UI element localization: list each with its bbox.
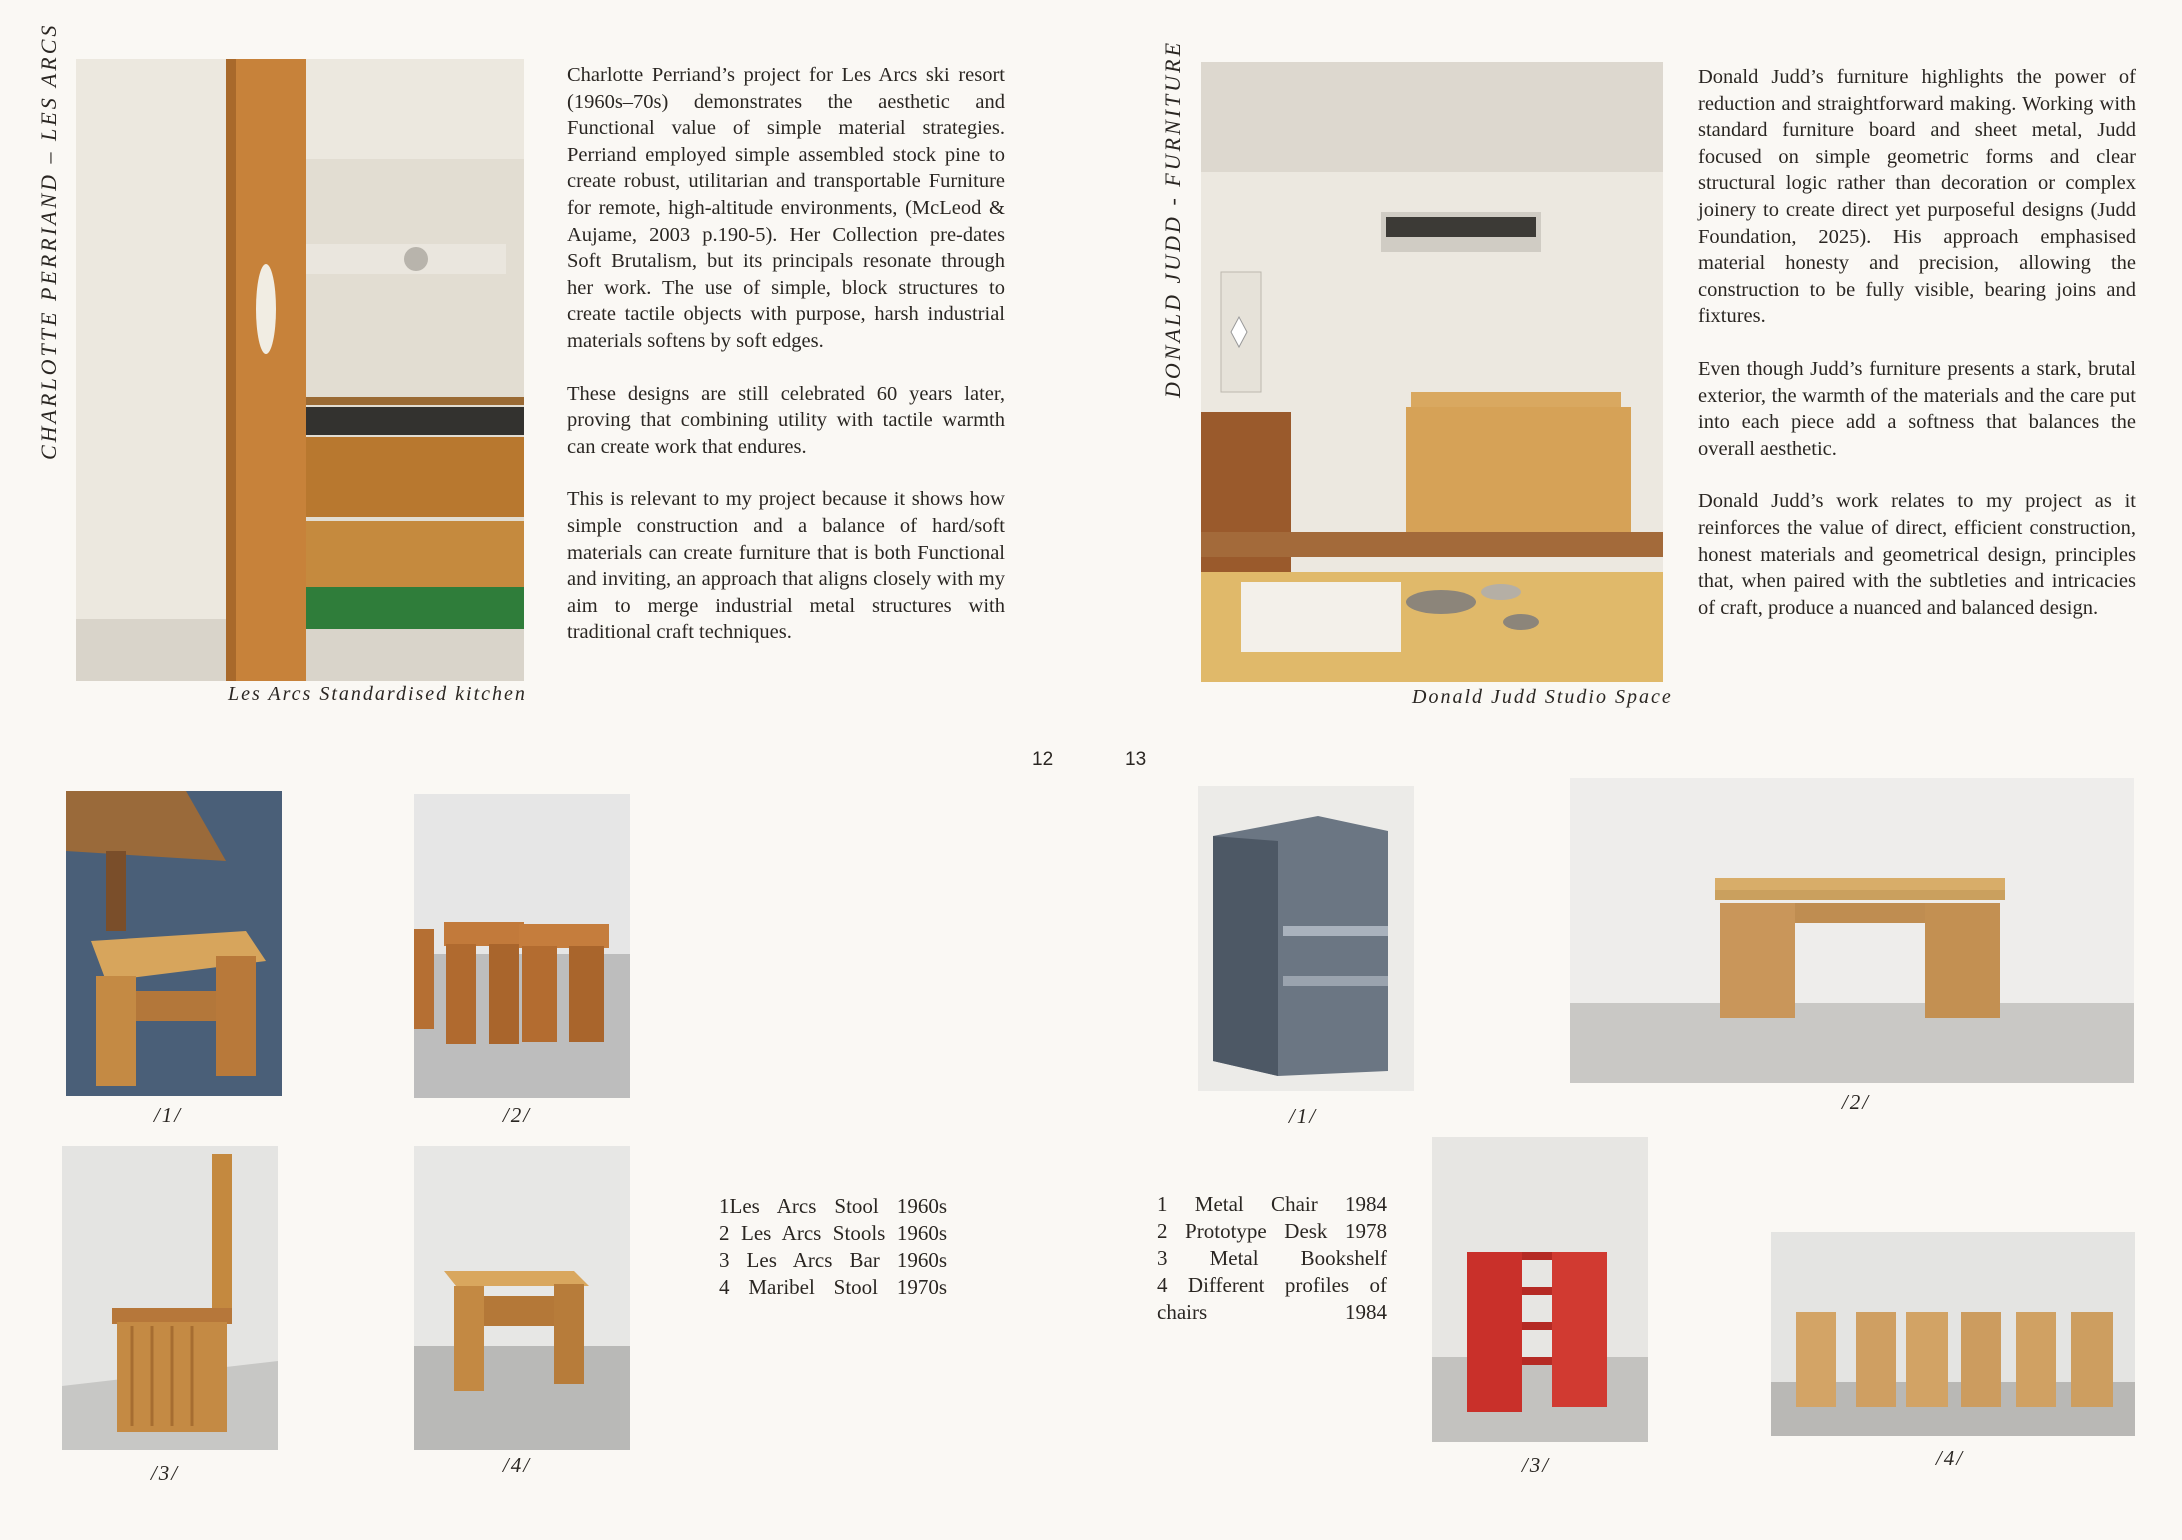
left-list-item-4: 4 Maribel Stool 1970s bbox=[719, 1275, 947, 1299]
right-list-item-3: 3 Metal Bookshelf bbox=[1157, 1246, 1387, 1270]
maribel-stool-photo bbox=[414, 1146, 630, 1450]
right-body-text bbox=[1698, 64, 2136, 647]
les-arcs-stools-photo bbox=[414, 794, 630, 1098]
left-paragraph-2: These designs are still celebrated 60 years later, proving that combining utility with tactile warmth can create work that endures. bbox=[567, 382, 1005, 458]
les-arcs-bar-photo bbox=[62, 1146, 278, 1450]
left-photo-label-3: /3/ bbox=[150, 1461, 180, 1485]
chair-profiles-photo bbox=[1771, 1232, 2135, 1436]
right-photo-label-1: /1/ bbox=[1288, 1104, 1318, 1128]
left-list-item-3: 3 Les Arcs Bar 1960s bbox=[719, 1248, 947, 1272]
left-photo-label-2: /2/ bbox=[502, 1103, 532, 1127]
metal-bookshelf-photo bbox=[1432, 1137, 1648, 1442]
left-page-number: 12 bbox=[1032, 749, 1054, 770]
left-vertical-title: CHARLOTTE PERRIAND – LES ARCS bbox=[36, 22, 61, 460]
right-paragraph-3: Donald Judd’s work relates to my project as it reinforces the value of direct, efficient construction, honest materials and geometrical design, principles that, when paired with the subtleties and intricacies of craft, produce a nuanced and balanced design. bbox=[1698, 490, 2136, 619]
les-arcs-stool-photo bbox=[66, 791, 282, 1096]
right-vertical-title: DONALD JUDD - FURNITURE bbox=[1160, 39, 1185, 398]
right-photo-label-4: /4/ bbox=[1935, 1446, 1965, 1470]
judd-studio-photo bbox=[1201, 62, 1663, 682]
right-list-item-1: 1 Metal Chair 1984 bbox=[1157, 1192, 1387, 1216]
right-list-item-4: 4 Different profiles of chairs 1984 bbox=[1157, 1273, 1387, 1324]
metal-chair-photo bbox=[1198, 786, 1414, 1091]
les-arcs-kitchen-photo bbox=[76, 59, 524, 681]
prototype-desk-photo bbox=[1570, 778, 2134, 1083]
right-main-caption: Donald Judd Studio Space bbox=[1412, 686, 1673, 708]
right-paragraph-2: Even though Judd’s furniture presents a stark, brutal exterior, the warmth of the materials and the care put into each piece add a softness that balances the overall aesthetic. bbox=[1698, 357, 2136, 460]
left-list-item-2: 2 Les Arcs Stools 1960s bbox=[719, 1221, 947, 1245]
right-photo-label-3: /3/ bbox=[1521, 1453, 1551, 1477]
left-main-caption: Les Arcs Standardised kitchen bbox=[228, 683, 527, 705]
right-list-item-2: 2 Prototype Desk 1978 bbox=[1157, 1219, 1387, 1243]
right-photo-list bbox=[1157, 1191, 1387, 1326]
left-photo-label-4: /4/ bbox=[502, 1453, 532, 1477]
left-paragraph-3: This is relevant to my project because it shows how simple construction and a balance of hard/soft materials can create furniture that is both Functional and inviting, an approach that aligns closely with my aim to merge industrial metal structures with traditional craft techniques. bbox=[567, 488, 1005, 644]
left-body-text bbox=[567, 62, 1005, 672]
right-paragraph-1: Donald Judd’s furniture highlights the power of reduction and straightforward making. Working with standard furniture board and sheet metal, Judd focused on simple geometric forms and clear structural logic rather than decoration or complex joinery to create direct yet purposeful designs (Judd Foundation, 2025). His approach emphasised material honesty and precision, allowing the construction to be fully visible, bearing joins and fixtures. bbox=[1698, 66, 2136, 328]
right-photo-label-2: /2/ bbox=[1841, 1090, 1871, 1114]
left-paragraph-1: Charlotte Perriand’s project for Les Arcs ski resort (1960s–70s) demonstrates the aesthetic and Functional value of simple material strategies. Perriand employed simple assembled stock pine to create robust, utilitarian and transportable Furniture for remote, high-altitude environments, (McLeod & Aujame, 2003 p.190-5). Her Collection pre-dates Soft Brutalism, but its principals resonate through her work. The use of simple, block structures to create tactile objects with purpose, harsh industrial materials softens by soft edges. bbox=[567, 64, 1005, 352]
left-photo-label-1: /1/ bbox=[153, 1103, 183, 1127]
left-list-item-1: 1Les Arcs Stool 1960s bbox=[719, 1194, 947, 1218]
right-page-number: 13 bbox=[1125, 749, 1147, 770]
left-photo-list bbox=[719, 1193, 947, 1301]
